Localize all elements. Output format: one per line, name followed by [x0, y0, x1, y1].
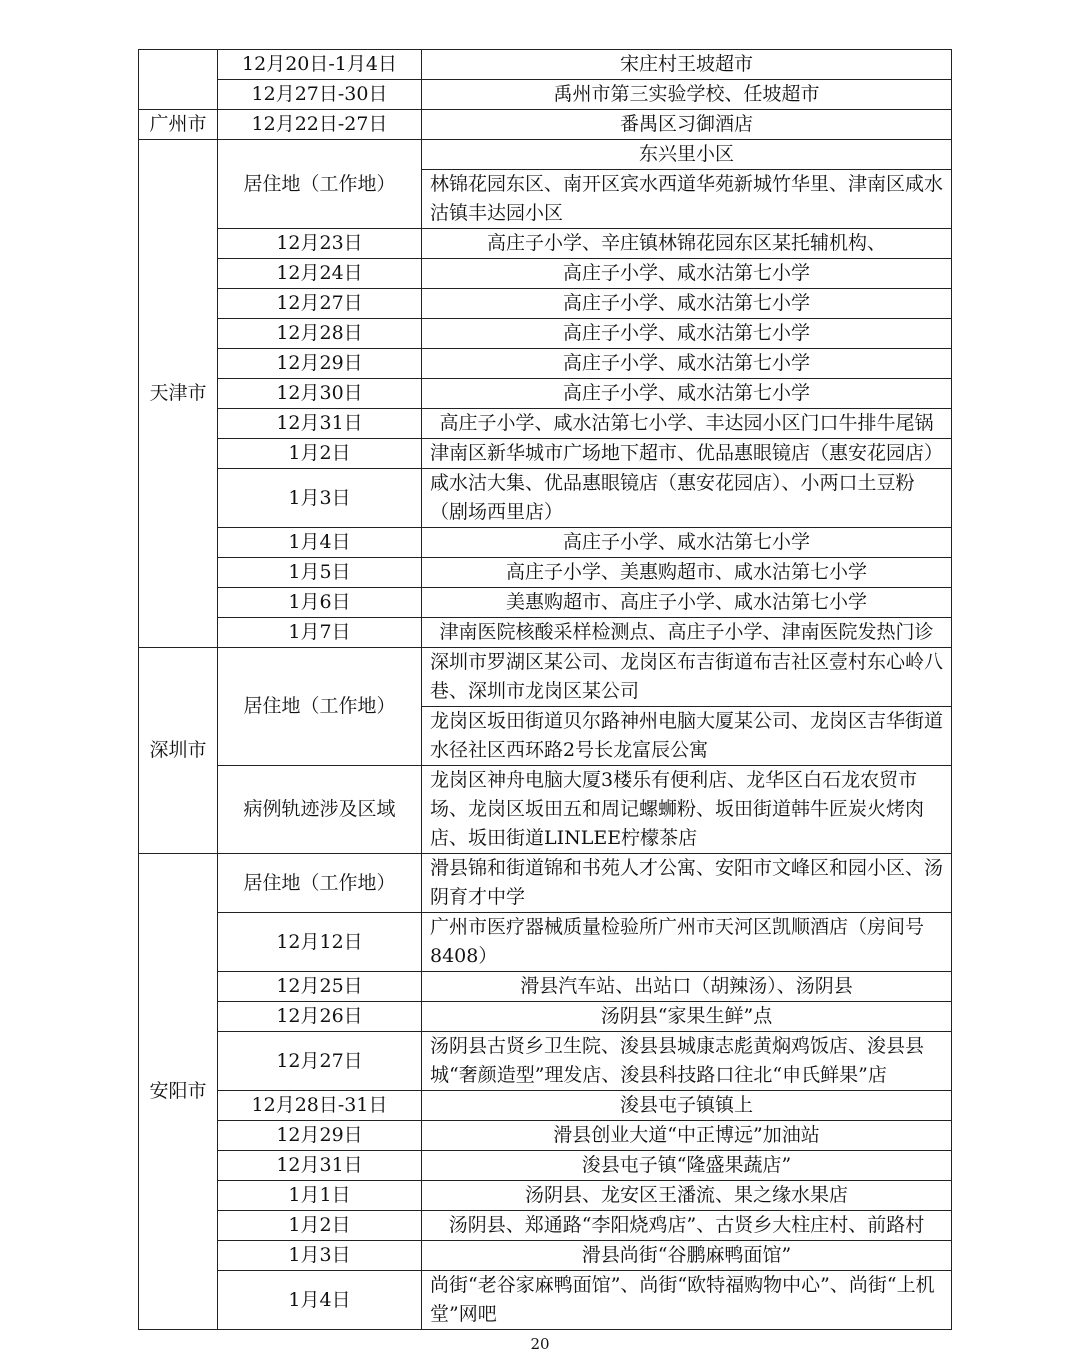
table-row	[139, 648, 952, 707]
locations-table	[138, 49, 952, 1330]
page-number: 20	[530, 1335, 550, 1353]
time-cell: 1月1日	[218, 1181, 422, 1211]
time-cell: 12月12日	[218, 913, 422, 972]
table-row	[139, 1241, 952, 1271]
table-row	[139, 1002, 952, 1032]
places-cell: 番禺区习御酒店	[422, 110, 952, 140]
table-row	[139, 289, 952, 319]
time-cell: 12月31日	[218, 1151, 422, 1181]
table-row	[139, 558, 952, 588]
places-cell: 高庄子小学、咸水沽第七小学	[422, 528, 952, 558]
places-cell: 高庄子小学、美惠购超市、咸水沽第七小学	[422, 558, 952, 588]
places-cell: 禹州市第三实验学校、任坡超市	[422, 80, 952, 110]
places-cell: 东兴里小区	[422, 140, 952, 170]
time-cell: 1月7日	[218, 618, 422, 648]
table-body	[139, 50, 952, 1330]
time-cell: 1月2日	[218, 439, 422, 469]
table-row	[139, 766, 952, 854]
time-cell: 12月28日	[218, 319, 422, 349]
places-cell: 汤阴县、龙安区王潘流、果之缘水果店	[422, 1181, 952, 1211]
city-cell: 安阳市	[139, 854, 218, 1330]
table-row	[139, 50, 952, 80]
table-row	[139, 1151, 952, 1181]
time-cell: 12月28日-31日	[218, 1091, 422, 1121]
table-row	[139, 409, 952, 439]
places-cell: 高庄子小学、咸水沽第七小学	[422, 319, 952, 349]
places-cell: 浚县屯子镇“隆盛果蔬店”	[422, 1151, 952, 1181]
time-cell: 12月29日	[218, 1121, 422, 1151]
table-row	[139, 528, 952, 558]
table-row	[139, 1211, 952, 1241]
places-cell: 滑县锦和街道锦和书苑人才公寓、安阳市文峰区和园小区、汤阴育才中学	[422, 854, 952, 913]
time-cell: 12月20日-1月4日	[218, 50, 422, 80]
time-cell: 1月4日	[218, 528, 422, 558]
time-cell: 1月3日	[218, 469, 422, 528]
places-cell: 龙岗区坂田街道贝尔路神州电脑大厦某公司、龙岗区吉华街道水径社区西环路2号长龙富辰公寓	[422, 707, 952, 766]
city-cell: 广州市	[139, 110, 218, 140]
places-cell: 汤阴县“家果生鲜”点	[422, 1002, 952, 1032]
table-row	[139, 140, 952, 170]
table-row	[139, 379, 952, 409]
places-cell: 高庄子小学、咸水沽第七小学	[422, 379, 952, 409]
table-row	[139, 229, 952, 259]
table-row	[139, 349, 952, 379]
places-cell: 深圳市罗湖区某公司、龙岗区布吉街道布吉社区壹村东心岭八巷、深圳市龙岗区某公司	[422, 648, 952, 707]
places-cell: 高庄子小学、辛庄镇林锦花园东区某托辅机构、	[422, 229, 952, 259]
time-cell: 居住地（工作地）	[218, 140, 422, 229]
time-cell: 12月29日	[218, 349, 422, 379]
time-cell: 1月5日	[218, 558, 422, 588]
time-cell: 1月6日	[218, 588, 422, 618]
table-row	[139, 319, 952, 349]
places-cell: 美惠购超市、高庄子小学、咸水沽第七小学	[422, 588, 952, 618]
places-cell: 汤阴县古贤乡卫生院、浚县县城康志彪黄焖鸡饭店、浚县县城“奢颜造型”理发店、浚县科技路口往北“申氏鲜果”店	[422, 1032, 952, 1091]
city-cell	[139, 50, 218, 110]
places-cell: 咸水沽大集、优品惠眼镜店（惠安花园店）、小两口土豆粉（剧场西里店）	[422, 469, 952, 528]
time-cell: 12月27日	[218, 289, 422, 319]
table-row	[139, 854, 952, 913]
time-cell: 12月22日-27日	[218, 110, 422, 140]
places-cell: 高庄子小学、咸水沽第七小学、丰达园小区门口牛排牛尾锅	[422, 409, 952, 439]
places-cell: 津南区新华城市广场地下超市、优品惠眼镜店（惠安花园店）	[422, 439, 952, 469]
time-cell: 12月27日-30日	[218, 80, 422, 110]
table-row	[139, 588, 952, 618]
city-cell: 天津市	[139, 140, 218, 648]
time-cell: 12月30日	[218, 379, 422, 409]
table-row	[139, 1032, 952, 1091]
table-row	[139, 618, 952, 648]
places-cell: 滑县尚街“谷鹏麻鸭面馆”	[422, 1241, 952, 1271]
table-row	[139, 913, 952, 972]
time-cell: 1月2日	[218, 1211, 422, 1241]
time-cell: 12月25日	[218, 972, 422, 1002]
time-cell: 12月24日	[218, 259, 422, 289]
places-cell: 浚县屯子镇镇上	[422, 1091, 952, 1121]
time-cell: 1月3日	[218, 1241, 422, 1271]
time-cell: 居住地（工作地）	[218, 648, 422, 766]
places-cell: 津南医院核酸采样检测点、高庄子小学、津南医院发热门诊	[422, 618, 952, 648]
places-cell: 高庄子小学、咸水沽第七小学	[422, 259, 952, 289]
places-cell: 宋庄村王坡超市	[422, 50, 952, 80]
places-cell: 高庄子小学、咸水沽第七小学	[422, 349, 952, 379]
table-row	[139, 439, 952, 469]
time-cell: 病例轨迹涉及区域	[218, 766, 422, 854]
places-cell: 尚街“老谷家麻鸭面馆”、尚街“欧特福购物中心”、尚街“上机堂”网吧	[422, 1271, 952, 1330]
table-row	[139, 972, 952, 1002]
places-cell: 滑县创业大道“中正博远”加油站	[422, 1121, 952, 1151]
time-cell: 12月23日	[218, 229, 422, 259]
time-cell: 12月27日	[218, 1032, 422, 1091]
places-cell: 汤阴县、郑通路“李阳烧鸡店”、古贤乡大柱庄村、前路村	[422, 1211, 952, 1241]
places-cell: 广州市医疗器械质量检验所广州市天河区凯顺酒店（房间号8408）	[422, 913, 952, 972]
time-cell: 居住地（工作地）	[218, 854, 422, 913]
city-cell: 深圳市	[139, 648, 218, 854]
time-cell: 12月26日	[218, 1002, 422, 1032]
table-row	[139, 80, 952, 110]
table-row	[139, 1121, 952, 1151]
places-cell: 滑县汽车站、出站口（胡辣汤）、汤阴县	[422, 972, 952, 1002]
time-cell: 12月31日	[218, 409, 422, 439]
table-row	[139, 110, 952, 140]
places-cell: 林锦花园东区、南开区宾水西道华苑新城竹华里、津南区咸水沽镇丰达园小区	[422, 170, 952, 229]
table-row	[139, 259, 952, 289]
time-cell: 1月4日	[218, 1271, 422, 1330]
table-row	[139, 469, 952, 528]
places-cell: 高庄子小学、咸水沽第七小学	[422, 289, 952, 319]
table-row	[139, 1271, 952, 1330]
table-row	[139, 1181, 952, 1211]
table-row	[139, 1091, 952, 1121]
places-cell: 龙岗区神舟电脑大厦3楼乐有便利店、龙华区白石龙农贸市场、龙岗区坂田五和周记螺蛳粉、坂田街道韩牛匠炭火烤肉店、坂田街道LINLEE柠檬茶店	[422, 766, 952, 854]
